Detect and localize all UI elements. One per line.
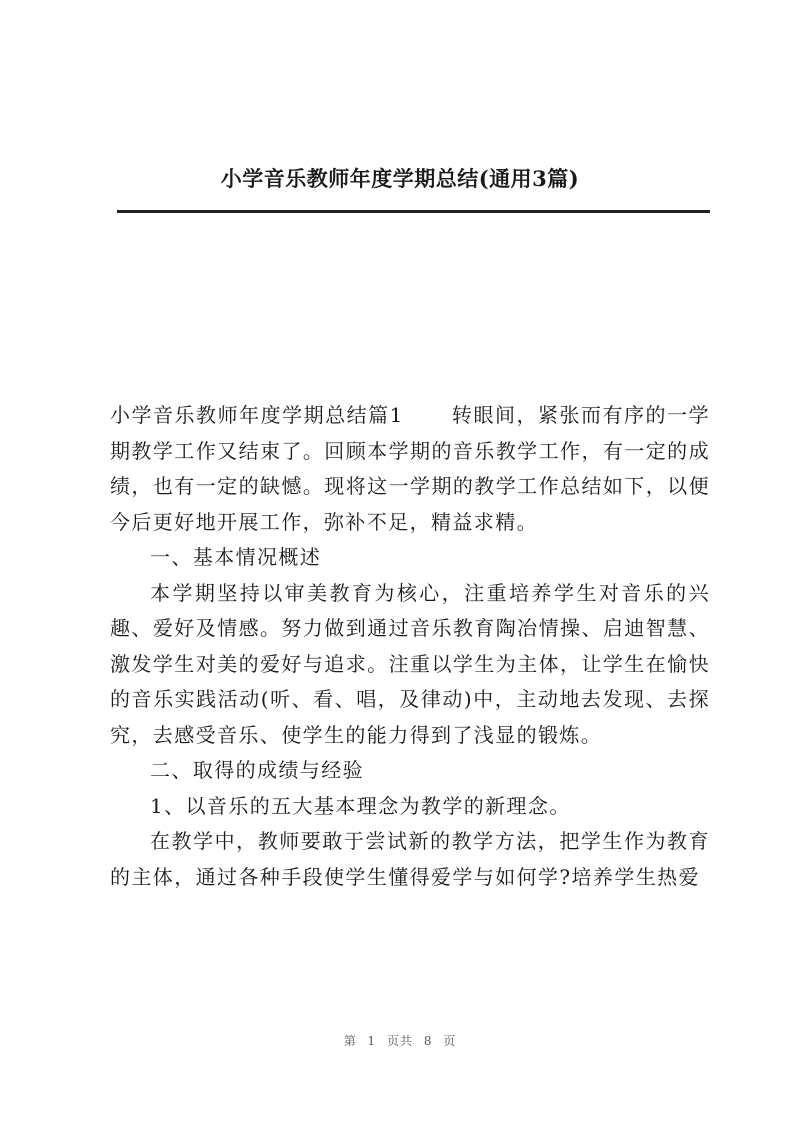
intro-paragraph [110,398,710,540]
list-item-1: 1、以音乐的五大基本理念为教学的新理念。 [150,793,571,818]
paragraph-overview: 本学期坚持以审美教育为核心，注重培养学生对音乐的兴趣、爱好及情感。努力做到通过音乐教育陶冶情操、启迪智慧、激发学生对美的爱好与追求。注重以学生为主体，让学生在愉快的音乐实践活动(听、看、唱，及律动)中，主动地去发现、去探究，去感受音乐、使学生的能力得到了浅显的锻炼。 [110,580,710,747]
paragraph-teaching: 在教学中，教师要敢于尝试新的教学方法，把学生作为教育的主体，通过各种手段使学生懂得爱学与如何学?培养学生热爱 [110,829,710,889]
title-underline [117,210,710,213]
intro-text: 转眼间，紧张而有序的一学期教学工作又结束了。回顾本学期的音乐教学工作，有一定的成绩，也有一定的缺憾。现将这一学期的教学工作总结如下，以便今后更好地开展工作，弥补不足，精益求精。 [110,403,710,534]
document-title: 小学音乐教师年度学期总结(通用3篇) [220,166,580,191]
heading-achievements: 二、取得的成绩与经验 [150,758,364,782]
heading-basic-overview: 一、基本情况概述 [150,545,322,569]
page-footer: 第 1 页共 8 页 [343,1034,457,1048]
section-heading: 小学音乐教师年度学期总结篇1 [110,403,404,427]
document-body [110,398,710,895]
